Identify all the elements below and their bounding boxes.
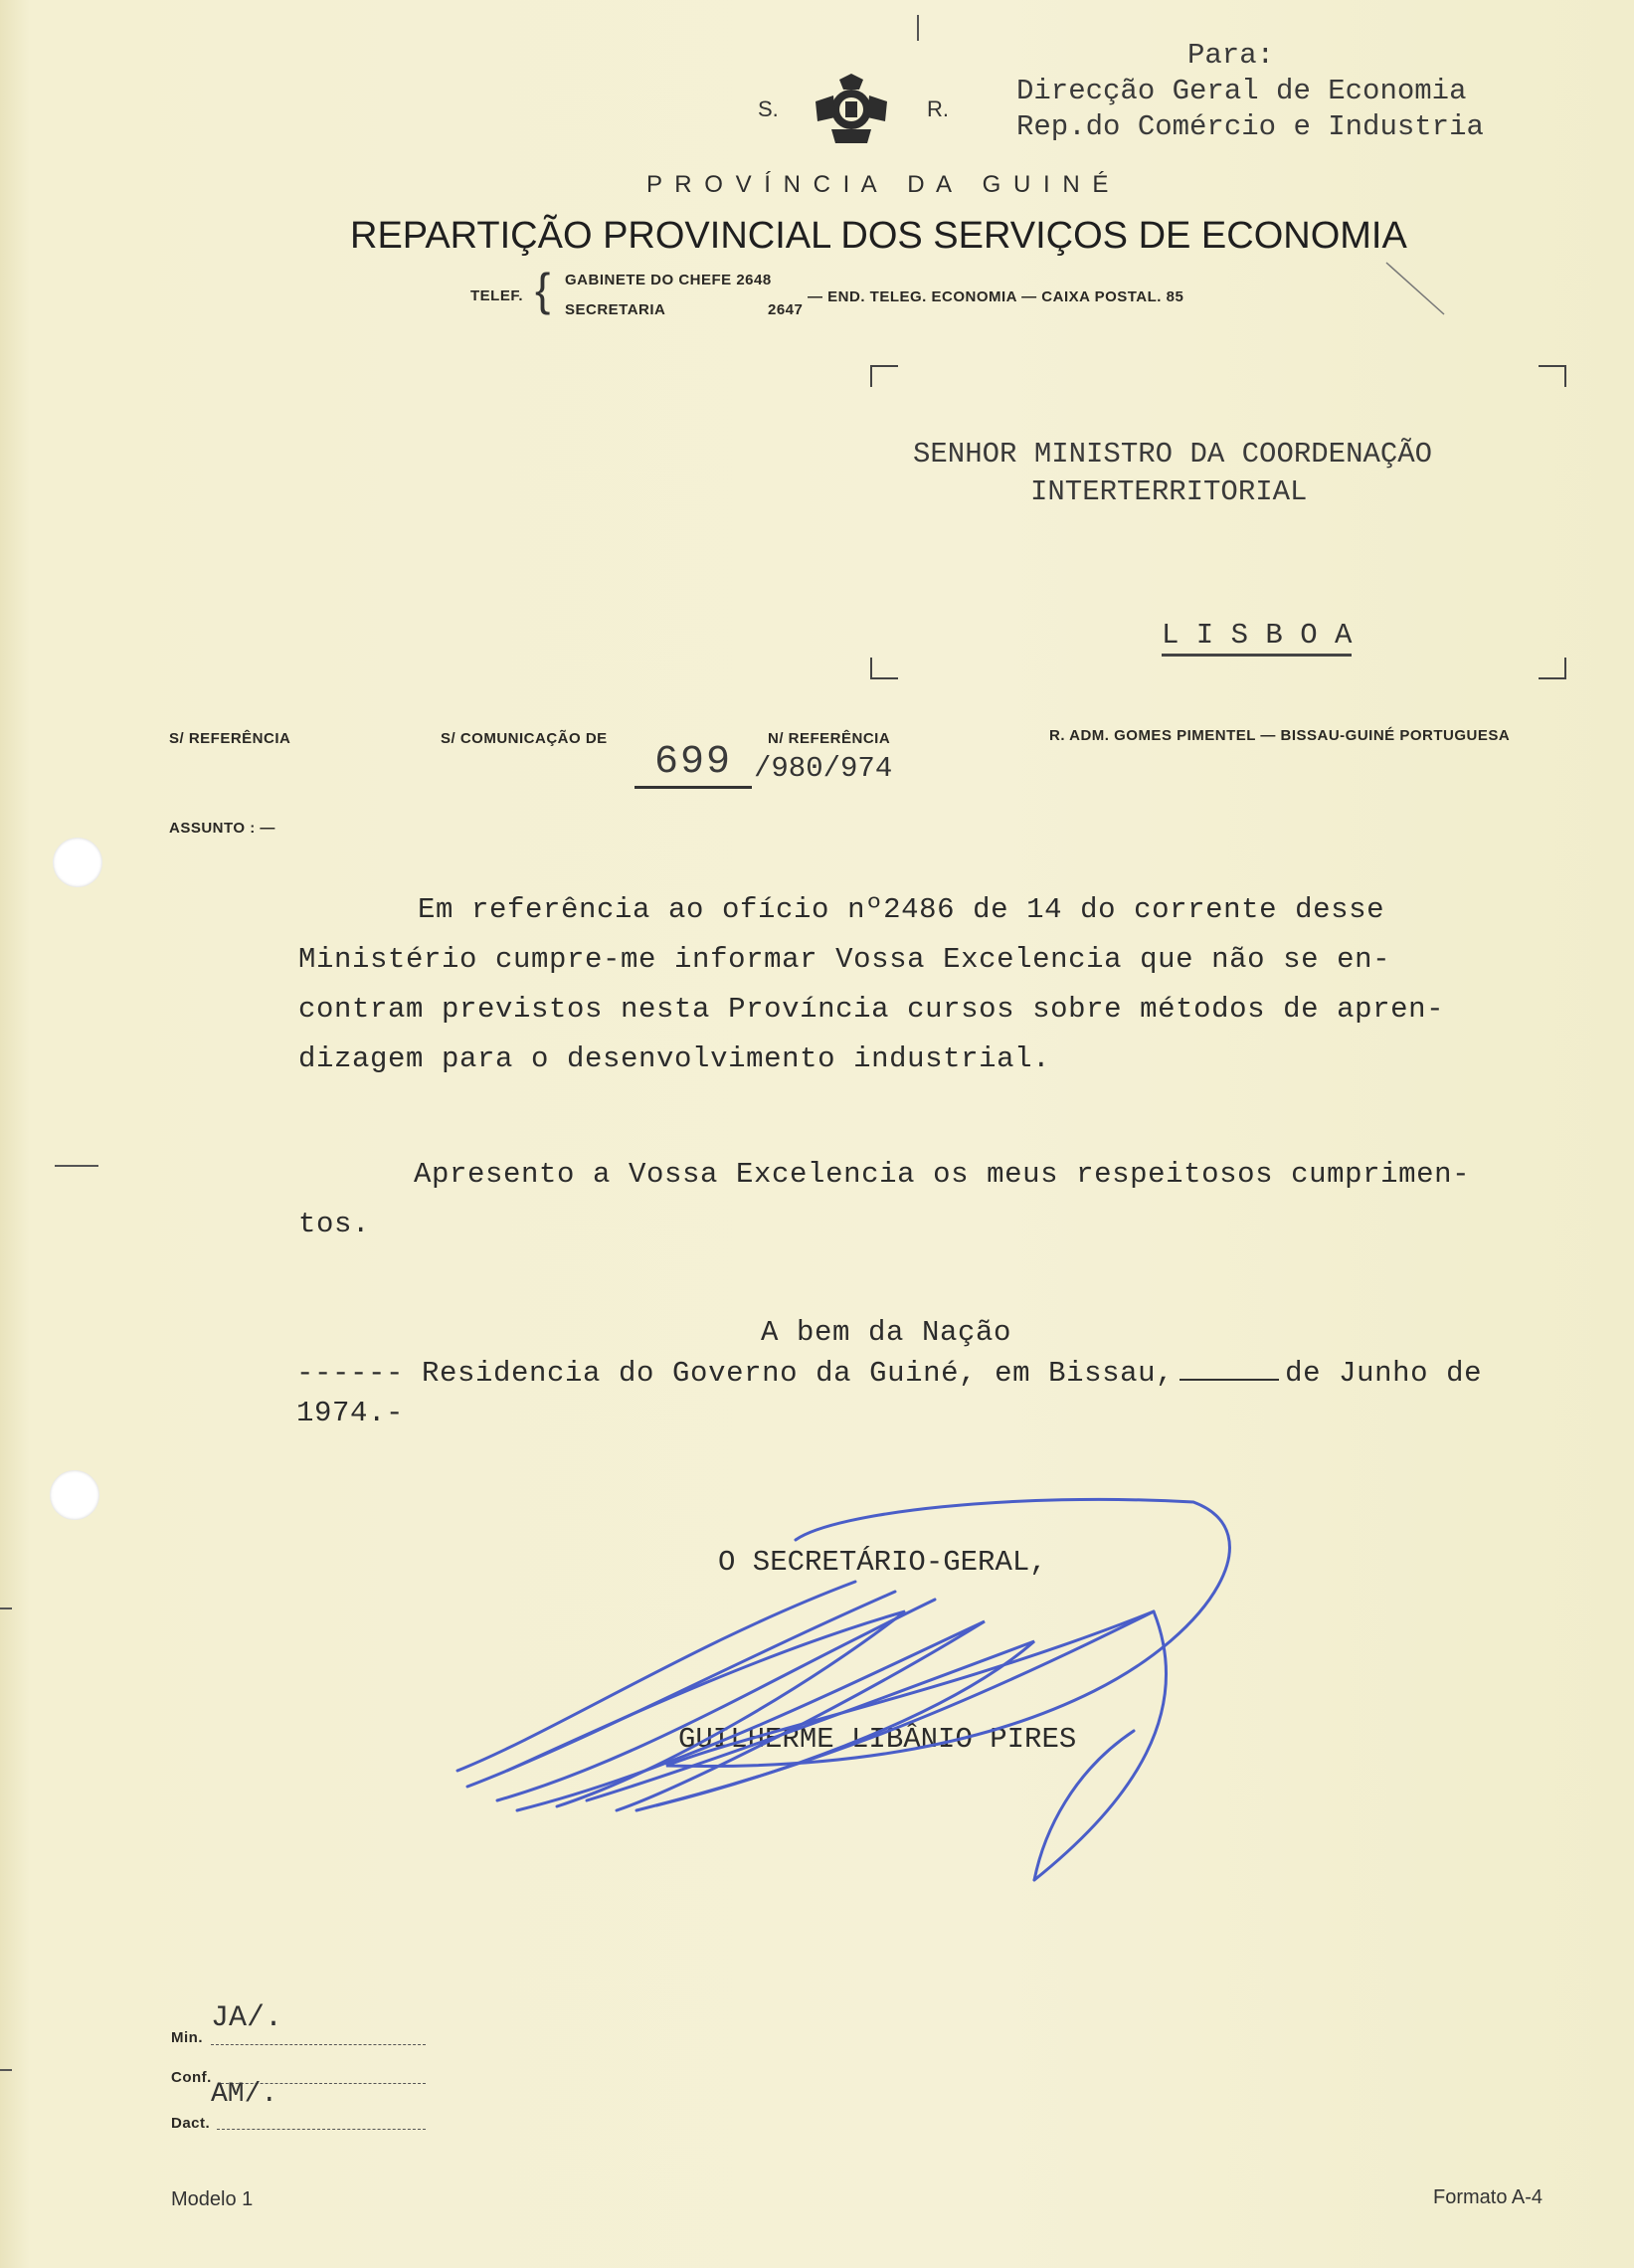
left-edge-mark-1 [0, 1607, 12, 1609]
office-address: R. ADM. GOMES PIMENTEL — BISSAU-GUINÉ PORTUGUESA [1049, 727, 1511, 744]
place-line-end: de Junho de [1285, 1357, 1483, 1390]
seal-right-letter: R. [927, 96, 949, 121]
paragraph-1-line-3: contram previstos nesta Província cursos sobre métodos de apren- [298, 993, 1445, 1026]
closing-salutation: A bem da Nação [761, 1316, 1012, 1349]
department-heading: REPARTIÇÃO PROVINCIAL DOS SERVIÇOS DE ECONOMIA [350, 215, 1407, 257]
recipient-city: L I S B O A [1162, 619, 1352, 657]
dact-label: Dact. [171, 2115, 211, 2132]
recipient-line-2: INTERTERRITORIAL [1030, 475, 1308, 508]
paragraph-2-line-1: Apresento a Vossa Excelencia os meus respeitosos cumprimen- [414, 1158, 1471, 1191]
top-mark [917, 15, 919, 41]
signatory-name: GUILHERME LIBÂNIO PIRES [678, 1723, 1077, 1756]
letter-paragraph-2 [298, 1150, 1571, 1249]
fold-mark [55, 1165, 98, 1167]
min-label: Min. [171, 2029, 203, 2046]
addressee-note-line-2: Direcção Geral de Economia [1016, 75, 1467, 107]
recipient-line-1: SENHOR MINISTRO DA COORDENAÇÃO [913, 438, 1433, 471]
province-heading: P R O V Í N C I A D A G U I N É [646, 171, 1112, 198]
secretaria-number: 2647 [768, 301, 804, 318]
min-dotline [211, 2044, 426, 2045]
place-date-line [296, 1349, 1579, 1399]
s-referencia-label: S/ REFERÊNCIA [169, 730, 291, 747]
addressee-note-line-1: Para: [1187, 39, 1275, 72]
coat-of-arms-seal [806, 72, 897, 149]
paragraph-2-line-2: tos. [298, 1208, 371, 1240]
day-blank [1180, 1357, 1279, 1381]
model-label: Modelo 1 [171, 2188, 254, 2210]
telef-label: TELEF. [470, 287, 524, 304]
reference-number: /980/974 [754, 752, 893, 785]
telef-brace: { [535, 264, 551, 315]
reference-stamp-underline [635, 786, 752, 789]
paragraph-1-line-2: Ministério cumpre-me informar Vossa Excelencia que não se en- [298, 943, 1391, 976]
window-corner-top-left [870, 365, 898, 387]
conf-value: AM/. [211, 2079, 278, 2110]
conf-label: Conf. [171, 2069, 212, 2086]
telegraph-line: — END. TELEG. ECONOMIA — CAIXA POSTAL. 85 [808, 288, 1184, 305]
seal-left-letter: S. [758, 96, 779, 121]
left-edge-mark-2 [0, 2069, 12, 2071]
reference-stamp-number: 699 [654, 740, 733, 785]
handwritten-signature [438, 1472, 1333, 1890]
format-label: Formato A-4 [1433, 2186, 1543, 2208]
s-comunicacao-label: S/ COMUNICAÇÃO DE [441, 730, 608, 747]
window-corner-bottom-left [870, 658, 898, 679]
signatory-title: O SECRETÁRIO-GERAL, [718, 1546, 1047, 1579]
gabinete-line: GABINETE DO CHEFE 2648 [565, 272, 772, 288]
addressee-note-line-3: Rep.do Comércio e Industria [1016, 110, 1484, 143]
punch-hole-bottom [50, 1470, 99, 1520]
paragraph-1-line-1: Em referência ao ofício nº2486 de 14 do corrente desse [418, 893, 1385, 926]
addressee-note [1016, 38, 1613, 145]
place-line-start: ------ Residencia do Governo da Guiné, em Bissau, [296, 1357, 1175, 1390]
assunto-label: ASSUNTO : — [169, 820, 275, 837]
paragraph-1-line-4: dizagem para o desenvolvimento industrial. [298, 1042, 1051, 1075]
window-corner-top-right [1539, 365, 1566, 387]
paper-scratch [1382, 259, 1452, 318]
punch-hole-top [53, 838, 102, 887]
secretaria-line: SECRETARIA [565, 301, 666, 318]
window-corner-bottom-right [1539, 658, 1566, 679]
dact-dotline [217, 2129, 426, 2130]
n-referencia-label: N/ REFERÊNCIA [768, 730, 891, 747]
letter-body [298, 885, 1571, 1084]
min-value: JA/. [211, 2001, 283, 2035]
date-year: 1974.- [296, 1397, 405, 1429]
